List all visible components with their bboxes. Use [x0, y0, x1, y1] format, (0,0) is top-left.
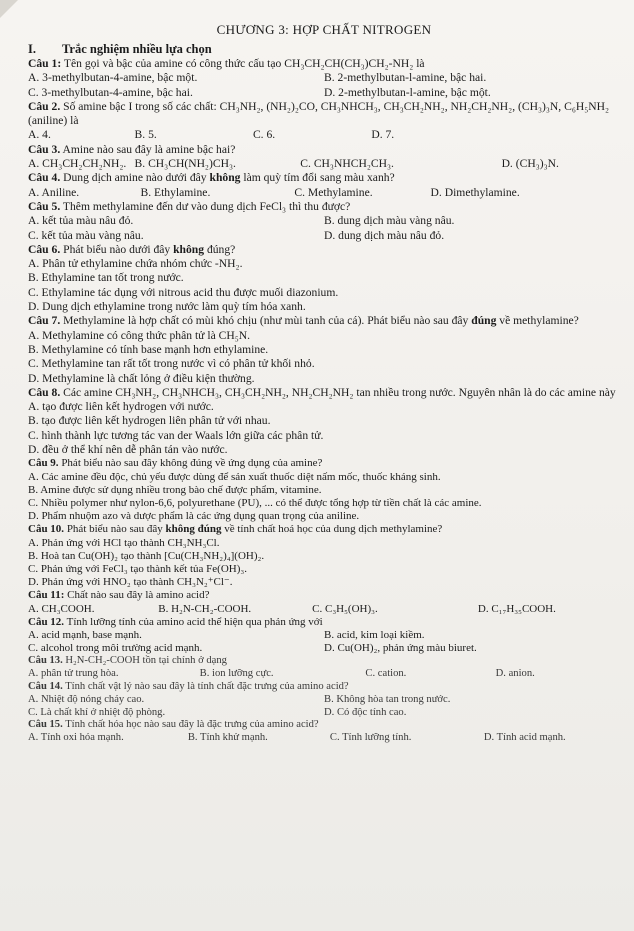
- option-a[interactable]: A. Phân tử ethylamine chứa nhóm chức -NH₂.: [28, 257, 243, 271]
- question-6: [28, 243, 620, 314]
- question-stem: [28, 681, 620, 694]
- question-text-before: Phát biểu nào sau đây: [66, 523, 163, 536]
- option-c[interactable]: C. alcohol trong môi trường acid mạnh.: [28, 642, 203, 655]
- option-a[interactable]: A. Aniline.: [28, 185, 80, 199]
- question-label: Câu 13.: [28, 655, 63, 667]
- question-1: [28, 57, 620, 100]
- options: [28, 471, 620, 524]
- option-d[interactable]: D. Methylamine là chất lỏng ở điều kiện thường.: [28, 371, 255, 385]
- option-a[interactable]: A. acid mạnh, base mạnh.: [28, 628, 142, 641]
- option-d[interactable]: D. Dimethylamine.: [430, 185, 520, 199]
- question-stem: [28, 143, 620, 157]
- question-label: Câu 12.: [28, 615, 65, 628]
- option-c[interactable]: C. Nhiều polymer như nylon-6,6, polyurethane (PU), ... có thể được tổng hợp từ tiền chất là các amine.: [28, 496, 482, 509]
- question-10: [28, 523, 620, 589]
- option-b[interactable]: B. dung dịch màu vàng nâu.: [324, 214, 455, 228]
- option-c[interactable]: C. Ethylamine tác dụng với nitrous acid thu được muối diazonium.: [28, 285, 339, 299]
- options: [28, 629, 620, 655]
- option-d[interactable]: D. 7.: [371, 128, 395, 142]
- option-c[interactable]: C. 6.: [252, 128, 276, 142]
- question-text: Amine nào sau đây là amine bậc hai?: [62, 142, 236, 156]
- section-heading: [28, 42, 620, 57]
- question-text: Số amine bậc I trong số các chất: CH₃NH₂, (NH₂)₂CO, CH₃NHCH₃, CH₃CH₂NH₂, NH₂CH₂NH₂, (CH₃)₃N, C₆H₅NH₂ (aniline) là: [28, 99, 610, 128]
- question-text: Tính chất vật lý nào sau đây là tính chất đặc trưng của amino acid?: [65, 680, 349, 692]
- question-7: [28, 314, 620, 385]
- options: [28, 537, 620, 590]
- option-c[interactable]: C. Methylamine tan rất tốt trong nước vì có phân tử khối nhỏ.: [28, 357, 315, 371]
- question-label: Câu 4.: [28, 171, 61, 185]
- question-text: Tính lưỡng tính của amino acid thể hiện qua phản ứng với: [66, 615, 323, 628]
- question-text: H₂N-CH₂-COOH tồn tại chính ở dạng: [65, 655, 227, 667]
- question-stem: [28, 523, 620, 536]
- option-b[interactable]: B. Không hòa tan trong nước.: [324, 693, 451, 705]
- options: [28, 214, 620, 243]
- option-a[interactable]: A. Các amine đều độc, chủ yếu được dùng để sản xuất thuốc diệt nấm mốc, thuốc kháng sinh.: [28, 470, 441, 483]
- question-label: Câu 9.: [28, 457, 59, 470]
- question-label: Câu 14.: [28, 680, 63, 692]
- question-2: [28, 100, 620, 143]
- option-a[interactable]: A. Phản ứng với HCl tạo thành CH₃NH₃Cl.: [28, 536, 220, 549]
- question-5: [28, 200, 620, 243]
- question-label: Câu 15.: [28, 719, 63, 731]
- option-b[interactable]: B. tạo được liên kết hydrogen liên phân tử với nhau.: [28, 414, 271, 428]
- options: [28, 157, 620, 171]
- option-d[interactable]: D. Phản ứng với HNO₂ tạo thành CH₃N₂⁺Cl⁻.: [28, 576, 233, 589]
- option-a[interactable]: A. 4.: [28, 128, 51, 142]
- option-b[interactable]: B. CH₃CH(NH₂)CH₃.: [134, 157, 236, 171]
- question-label: Câu 2.: [28, 99, 61, 113]
- options: [28, 732, 620, 745]
- question-stem: [28, 57, 620, 71]
- option-b[interactable]: B. Amine được sử dụng nhiều trong bào chế được phẩm, vitamine.: [28, 483, 322, 496]
- question-stem: [28, 314, 620, 328]
- option-b[interactable]: B. H₂N-CH₂-COOH.: [158, 602, 252, 615]
- option-c[interactable]: C. Methylamine.: [294, 185, 373, 199]
- option-c[interactable]: C. CH₃NHCH₂CH₃.: [300, 157, 394, 171]
- options: [28, 400, 620, 457]
- question-label: Câu 5.: [28, 199, 61, 213]
- options: [28, 668, 620, 681]
- option-c[interactable]: C. Phản ứng với FeCl₃ tạo thành kết tủa Fe(OH)₃.: [28, 562, 247, 575]
- question-4: [28, 171, 620, 200]
- question-12: [28, 616, 620, 656]
- option-d[interactable]: D. (CH₃)₃N.: [501, 157, 559, 171]
- option-a[interactable]: A. Tính oxi hóa mạnh.: [28, 732, 124, 744]
- question-9: [28, 457, 620, 523]
- question-text: Phát biểu nào sau đây không đúng về ứng dụng của amine?: [61, 457, 323, 470]
- question-11: [28, 589, 620, 615]
- options: [28, 694, 620, 720]
- section-title: Trắc nghiệm nhiều lựa chọn: [62, 42, 212, 56]
- page-corner: [0, 0, 18, 18]
- option-a[interactable]: A. phân tử trung hòa.: [28, 668, 119, 680]
- question-text: Các amine CH₃NH₂, CH₃NHCH₃, CH₃CH₂NH₂, NH₂CH₂NH₂ tan nhiều trong nước. Nguyên nhân là do các amine này: [63, 385, 616, 399]
- question-label: Câu 7.: [28, 314, 61, 328]
- question-label: Câu 3.: [28, 142, 61, 156]
- option-a[interactable]: A. Nhiệt độ nóng chảy cao.: [28, 693, 145, 705]
- option-a[interactable]: A. kết tủa màu nâu đỏ.: [28, 214, 134, 228]
- option-b[interactable]: B. Methylamine có tính base mạnh hơn ethylamine.: [28, 342, 269, 356]
- question-stem: [28, 243, 620, 257]
- options: [28, 186, 620, 200]
- option-d[interactable]: D. dung dịch màu nâu đỏ.: [324, 228, 445, 242]
- option-c[interactable]: C. Tính lưỡng tính.: [329, 732, 412, 744]
- option-a[interactable]: A. tạo được liên kết hydrogen với nước.: [28, 400, 214, 414]
- emphasis: không: [173, 242, 205, 256]
- option-d[interactable]: D. đều ở thể khí nên dễ phân tán vào nước.: [28, 443, 228, 457]
- question-label: Câu 10.: [28, 523, 65, 536]
- question-stem: [28, 589, 620, 602]
- option-b[interactable]: B. 5.: [134, 128, 157, 142]
- question-stem: [28, 719, 620, 732]
- emphasis: không đúng: [165, 523, 222, 536]
- question-14: [28, 681, 620, 719]
- question-stem: [28, 386, 620, 400]
- option-b[interactable]: B. Tính khử mạnh.: [187, 732, 268, 744]
- option-a[interactable]: A. CH₃COOH.: [28, 602, 95, 615]
- question-label: Câu 1:: [28, 57, 62, 70]
- emphasis: không: [209, 171, 241, 185]
- option-c[interactable]: C. 3-methylbutan-4-amine, bậc hai.: [28, 85, 193, 99]
- option-d[interactable]: D. Tính acid mạnh.: [483, 732, 566, 744]
- question-label: Câu 11:: [28, 589, 65, 602]
- question-stem: [28, 200, 620, 214]
- option-a[interactable]: A. Methylamine có công thức phân tử là CH₅N.: [28, 328, 251, 342]
- question-text: Tên gọi và bậc của amine có công thức cấu tạo CH₃CH₂CH(CH₃)CH₂-NH₂ là: [63, 57, 425, 70]
- question-stem: [28, 100, 620, 129]
- option-d[interactable]: D. C₁₇H₃₅COOH.: [477, 602, 556, 615]
- question-stem: [28, 616, 620, 629]
- question-13: [28, 655, 620, 681]
- option-c[interactable]: C. hình thành lực tương tác van der Waals lớn giữa các phân tử.: [28, 428, 324, 442]
- option-a[interactable]: A. 3-methylbutan-4-amine, bậc một.: [28, 71, 198, 85]
- option-b[interactable]: B. acid, kim loại kiềm.: [324, 628, 425, 641]
- option-d[interactable]: D. Phẩm nhuộm azo và dược phẩm là các ứng dụng quan trọng của aniline.: [28, 510, 360, 523]
- question-text: Tính chất hóa học nào sau đây là đặc trưng của amino acid?: [65, 719, 319, 731]
- option-b[interactable]: B. ion lưỡng cực.: [199, 668, 274, 680]
- question-15: [28, 719, 620, 745]
- option-d[interactable]: D. anion.: [495, 668, 535, 680]
- question-text: Chất nào sau đây là amino acid?: [67, 589, 210, 602]
- question-text-after: làm quỳ tím đổi sang màu xanh?: [243, 171, 395, 185]
- question-text-before: Methylamine là hợp chất có mùi khó chịu (như mùi tanh của cá). Phát biểu nào sau đây: [63, 314, 469, 328]
- section-number: I.: [28, 42, 36, 56]
- option-b[interactable]: B. Hoà tan Cu(OH)₂ tạo thành [Cu(CH₃NH₂)₄](OH)₂.: [28, 549, 265, 562]
- options: [28, 329, 620, 386]
- question-text-after: đúng?: [206, 242, 236, 256]
- question-stem: [28, 655, 620, 668]
- options: [28, 71, 620, 100]
- option-b[interactable]: B. Ethylamine tan tốt trong nước.: [28, 271, 184, 285]
- option-c[interactable]: C. Là chất khí ở nhiệt độ phòng.: [28, 706, 166, 718]
- question-stem: [28, 457, 620, 470]
- options: [28, 257, 620, 314]
- option-d[interactable]: D. Có độc tính cao.: [324, 706, 407, 718]
- option-c[interactable]: C. cation.: [365, 668, 407, 680]
- option-d[interactable]: D. Dung dịch ethylamine trong nước làm quỳ tím hóa xanh.: [28, 300, 306, 314]
- question-text-before: Dung dịch amine nào dưới đây: [63, 171, 207, 185]
- question-text-after: về methylamine?: [499, 314, 579, 328]
- question-text: Thêm methylamine đến dư vào dung dịch FeCl₃ thì thu được?: [62, 199, 351, 213]
- question-label: Câu 8.: [28, 385, 61, 399]
- option-b[interactable]: B. 2-methylbutan-l-amine, bậc hai.: [324, 71, 487, 85]
- option-c[interactable]: C. C₃H₅(OH)₃.: [312, 602, 378, 615]
- chapter-title: CHƯƠNG 3: HỢP CHẤT NITROGEN: [216, 22, 432, 37]
- option-c[interactable]: C. kết tủa màu vàng nâu.: [28, 228, 144, 242]
- question-label: Câu 6.: [28, 242, 61, 256]
- question-stem: [28, 171, 620, 185]
- question-text-before: Phát biểu nào dưới đây: [63, 242, 171, 256]
- option-a[interactable]: A. CH₃CH₂CH₂NH₂.: [28, 157, 127, 171]
- question-text-after: về tính chất hoá học của dung dịch methylamine?: [224, 523, 443, 536]
- question-8: [28, 386, 620, 457]
- question-3: [28, 143, 620, 172]
- option-b[interactable]: B. Ethylamine.: [140, 185, 211, 199]
- option-d[interactable]: D. 2-methylbutan-l-amine, bậc một.: [324, 85, 491, 99]
- options: [28, 128, 620, 142]
- emphasis: đúng: [471, 314, 497, 328]
- options: [28, 603, 620, 616]
- option-d[interactable]: D. Cu(OH)₂, phản ứng màu biuret.: [324, 642, 477, 655]
